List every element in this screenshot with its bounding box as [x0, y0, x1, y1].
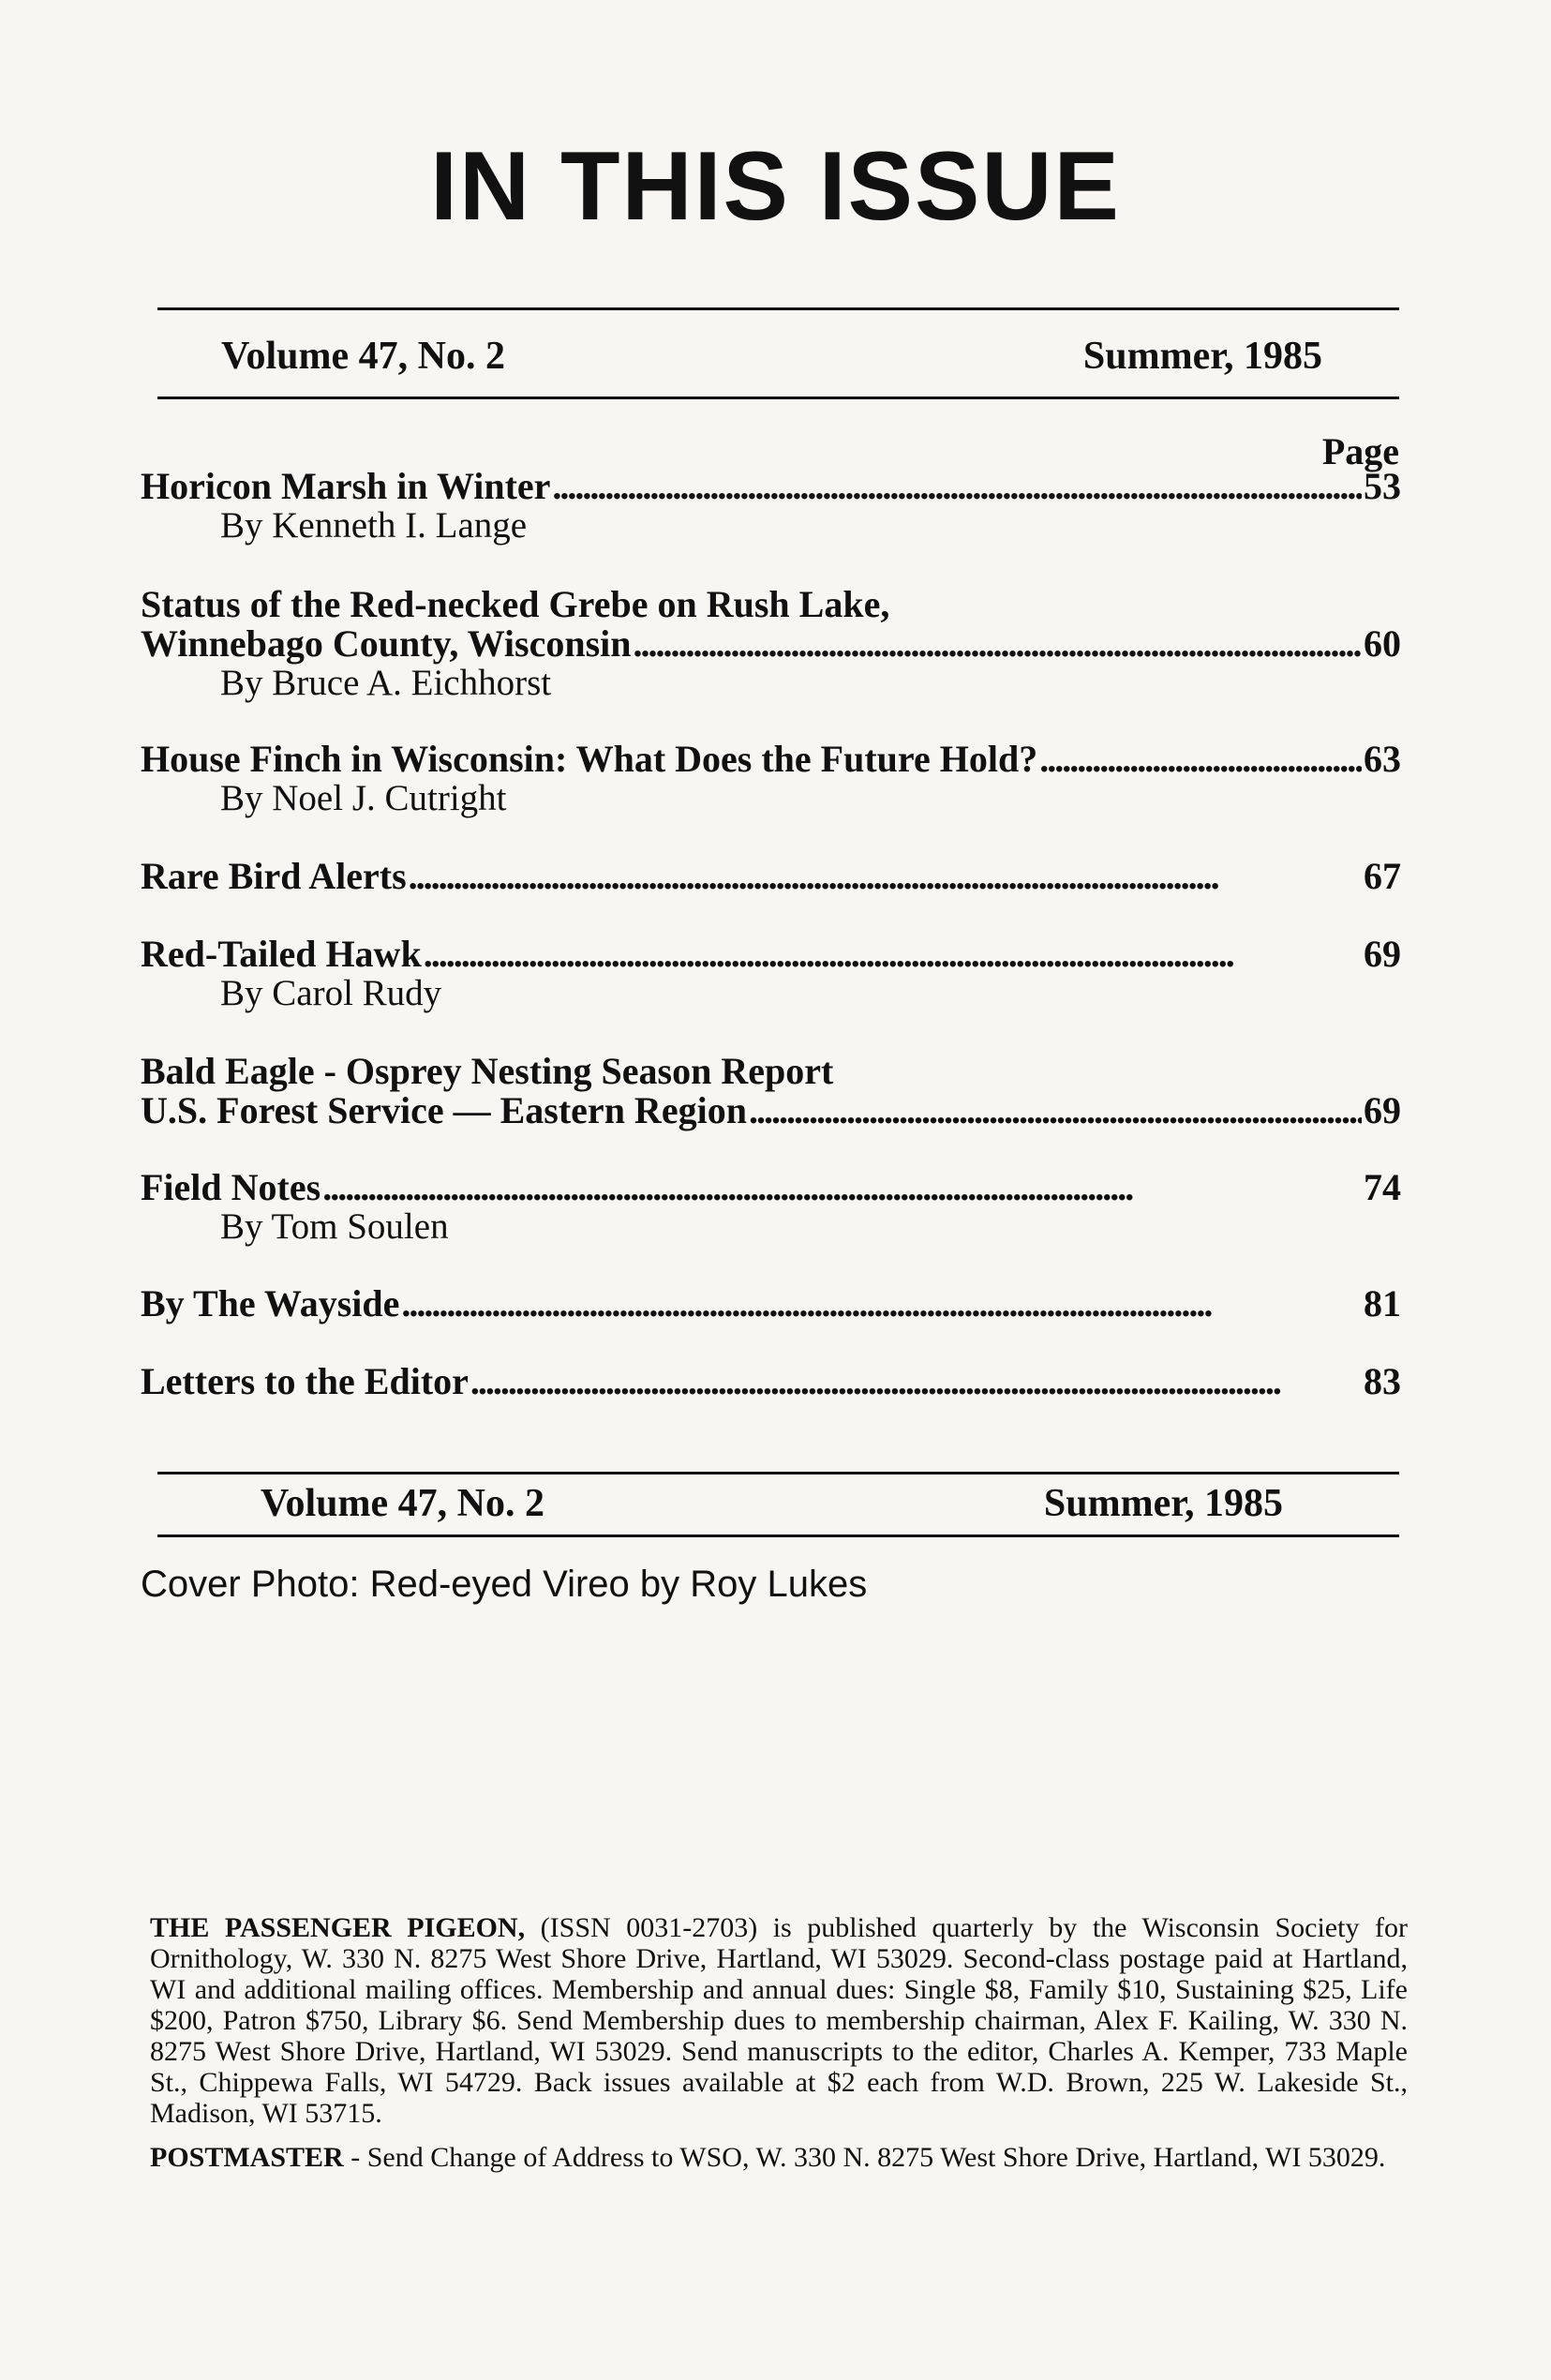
toc-page: 69 — [1364, 1089, 1401, 1131]
toc-line — [141, 1091, 1401, 1130]
toc-entry — [141, 585, 1401, 703]
issue-season: Summer, 1985 — [1043, 1482, 1283, 1525]
footer-rule-top — [157, 1472, 1399, 1474]
toc-title: Rare Bird Alerts — [141, 855, 407, 897]
toc-entry — [141, 857, 1401, 896]
cover-photo-credit: Cover Photo: Red-eyed Vireo by Roy Lukes — [141, 1564, 868, 1605]
leader-dots — [1039, 740, 1362, 779]
toc-title: Horicon Marsh in Winter — [141, 465, 551, 507]
postmaster-text: - Send Change of Address to WSO, W. 330 N. 8275 West Shore Drive, Hartland, WI 53029. — [343, 2142, 1386, 2173]
toc-author: By Noel J. Cutright — [220, 778, 507, 818]
toc-line — [141, 1052, 1401, 1091]
toc-title: Bald Eagle - Osprey Nesting Season Report — [141, 1050, 834, 1092]
toc-entry — [141, 1052, 1401, 1130]
toc-title: U.S. Forest Service — Eastern Region — [141, 1089, 747, 1131]
leader-dots — [322, 1168, 1362, 1207]
issue-header — [157, 334, 1399, 381]
leader-dots — [749, 1091, 1362, 1130]
toc-entry — [141, 1168, 1401, 1247]
postmaster-label: POSTMASTER — [150, 2142, 344, 2173]
leader-dots — [634, 624, 1362, 664]
toc-title: Winnebago County, Wisconsin — [141, 622, 632, 665]
issue-footer-header — [157, 1481, 1399, 1528]
toc-line — [141, 1168, 1401, 1207]
toc-page: 67 — [1364, 855, 1401, 897]
toc-line — [141, 740, 1401, 779]
toc-title: Status of the Red-necked Grebe on Rush Lake, — [141, 583, 890, 625]
toc-entry — [141, 740, 1401, 818]
toc-entry — [141, 1284, 1401, 1324]
toc-page: 69 — [1364, 933, 1401, 975]
toc-entry — [141, 467, 1401, 546]
publication-name: THE PASSENGER PIGEON, — [150, 1912, 526, 1943]
toc-title: House Finch in Wisconsin: What Does the Future Hold? — [141, 738, 1038, 780]
toc-line — [141, 1284, 1401, 1324]
toc-entry — [141, 935, 1401, 1013]
toc-author: By Kenneth I. Lange — [220, 505, 528, 546]
publication-paragraph — [150, 1912, 1408, 2129]
leader-dots — [424, 935, 1362, 974]
leader-dots — [470, 1362, 1362, 1401]
toc-page: 81 — [1364, 1282, 1401, 1325]
toc-line — [141, 857, 1401, 896]
toc-author: By Bruce A. Eichhorst — [220, 663, 552, 703]
toc-line — [141, 624, 1401, 664]
toc-title: By The Wayside — [141, 1282, 400, 1325]
toc-title: Letters to the Editor — [141, 1360, 469, 1402]
toc-line — [141, 585, 1401, 624]
toc-page: 83 — [1364, 1360, 1401, 1402]
leader-dots — [409, 857, 1362, 896]
page-title: IN THIS ISSUE — [430, 132, 1121, 241]
toc-page: 63 — [1364, 738, 1401, 780]
header-rule-top — [157, 307, 1399, 310]
toc-entry — [141, 1362, 1401, 1401]
toc-title: Red-Tailed Hawk — [141, 933, 422, 975]
toc-page: 53 — [1364, 465, 1401, 507]
toc-line — [141, 467, 1401, 506]
toc-line — [141, 935, 1401, 974]
issue-volume: Volume 47, No. 2 — [221, 335, 505, 378]
toc-line — [141, 1362, 1401, 1401]
toc-author: By Carol Rudy — [220, 973, 442, 1013]
toc-author: By Tom Soulen — [220, 1206, 449, 1247]
issue-volume: Volume 47, No. 2 — [261, 1482, 544, 1525]
toc-title: Field Notes — [141, 1166, 321, 1208]
issue-season: Summer, 1985 — [1082, 335, 1322, 378]
leader-dots — [401, 1284, 1362, 1324]
toc-page: 60 — [1364, 622, 1401, 665]
publication-text: (ISSN 0031-2703) is published quarterly by the Wisconsin Society for Ornithology, W. 330 N. 8275 West Shore Drive, Hartland, WI 53029. Second-class postage paid at Hartland, WI and additional mailing offices. Membership and annual dues: Single $8, Family $10, Sustaining $25, Life $200, Patron $750, Library $6. Send Membership dues to membership chairman, Alex F. Kailing, W. 330 N. 8275 West Shore Drive, Hartland, WI 53029. Send manuscripts to the editor, Charles A. Kemper, 733 Maple St., Chippewa Falls, WI 54729. Back issues available at $2 each from W.D. Brown, 225 W. Lakeside St., Madison, WI 53715. — [150, 1912, 1408, 2129]
toc-page: 74 — [1364, 1166, 1401, 1208]
publication-notice — [150, 1912, 1408, 2186]
page-column-label: Page — [1321, 430, 1399, 472]
header-rule-bottom — [157, 397, 1399, 399]
postmaster-paragraph — [150, 2142, 1408, 2173]
footer-rule-bottom — [157, 1534, 1399, 1537]
leader-dots — [552, 467, 1362, 506]
